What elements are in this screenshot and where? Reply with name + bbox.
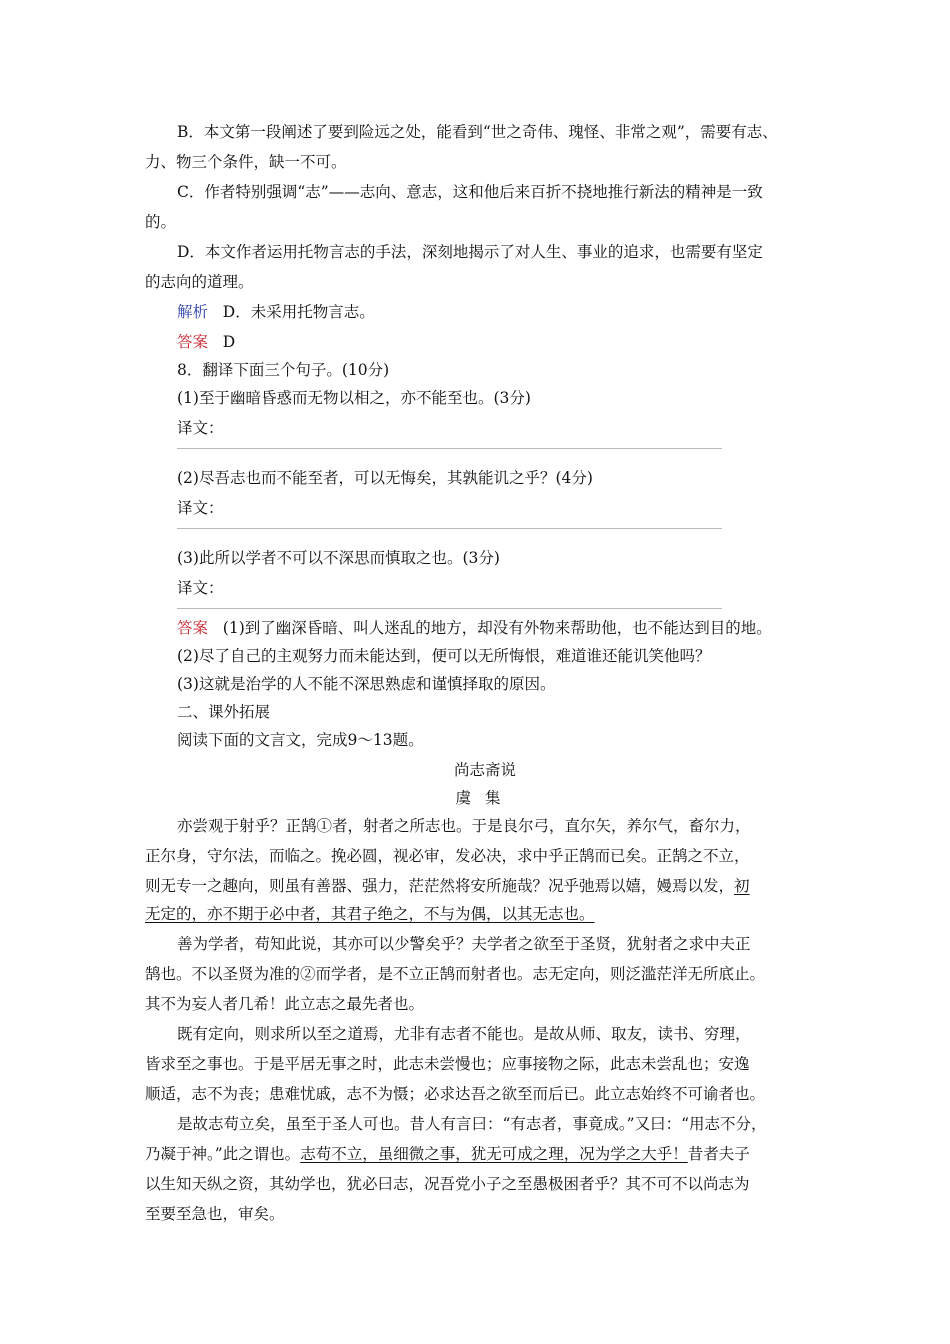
essay-p4-line2-tail: 昔者夫子 xyxy=(687,1145,750,1163)
q8-answer-1 xyxy=(177,614,772,642)
answer-blank-line-2[interactable] xyxy=(177,528,722,529)
essay-p3-line3: 顺适，志不为丧；患难忧戚，志不为慑；必求达吾之欲至而后已。此立志始终不可谕者也。 xyxy=(145,1085,766,1103)
answer-blank-line-3[interactable] xyxy=(177,608,722,609)
q8-answer-text-1: (1)到了幽深昏暗、叫人迷乱的地方，却没有外物来帮助他，也不能达到目的地。 xyxy=(222,619,772,637)
essay-title: 尚志斋说 xyxy=(453,761,516,779)
q8-answer-label: 答案 xyxy=(177,619,209,637)
essay-p1-line1: 亦尝观于射乎？正鹄①者，射者之所志也。于是良尔弓，直尔矢，养尔气，畜尔力， xyxy=(177,817,751,835)
q7-analysis xyxy=(177,298,375,326)
underlined-sentence-2: 志苟不立，虽细微之事，犹无可成之理，况为学之大乎！ xyxy=(300,1145,688,1163)
answer-label: 答案 xyxy=(177,333,209,351)
q8-item2-label: 译文： xyxy=(177,499,224,517)
q7-answer xyxy=(177,328,235,356)
essay-p4-line2-text: 乃凝于神。”此之谓也。 xyxy=(145,1145,301,1163)
q8-item1-sentence: (1)至于幽暗昏惑而无物以相之，亦不能至也。(3分) xyxy=(177,389,531,407)
essay-author: 虞集 xyxy=(455,789,515,807)
essay-p4-line3: 以生知天纵之资，其幼学也，犹必曰志，况吾党小子之至愚极困者乎？其不可不以尚志为 xyxy=(145,1175,750,1193)
analysis-text: D．未采用托物言志。 xyxy=(222,303,375,321)
option-d-line2: 的志向的道理。 xyxy=(145,273,254,291)
q8-title: 8．翻译下面三个句子。(10分) xyxy=(177,361,390,379)
essay-p1-line4 xyxy=(145,900,595,928)
essay-p3-line2: 皆求至之事也。于是平居无事之时，此志未尝慢也；应事接物之际，此志未尝乱也；安逸 xyxy=(145,1055,750,1073)
option-b-line2: 力、物三个条件，缺一不可。 xyxy=(145,153,347,171)
q8-item1-label: 译文： xyxy=(177,419,224,437)
essay-p2-line1: 善为学者，苟知此说，其亦可以少警矣乎？夫学者之欲至于圣贤，犹射者之求中夫正 xyxy=(177,935,751,953)
underlined-sentence-end: 无定的，亦不期于必中者，其君子绝之，不与为偶，以其无志也。 xyxy=(145,905,595,923)
option-c-line1: C．作者特别强调“志”——志向、意志，这和他后来百折不挠地推行新法的精神是一致 xyxy=(177,183,763,201)
option-d-line1: D．本文作者运用托物言志的手法，深刻地揭示了对人生、事业的追求，也需要有坚定 xyxy=(177,243,763,261)
option-c-line2: 的。 xyxy=(145,213,177,231)
essay-p3-line1: 既有定向，则求所以至之道焉，尤非有志者不能也。是故从师、取友，读书、穷理， xyxy=(177,1025,751,1043)
q8-answer-3: (3)这就是治学的人不能不深思熟虑和谨慎择取的原因。 xyxy=(177,675,556,693)
essay-p4-line1: 是故志苟立矣，虽至于圣人可也。昔人有言曰：“有志者，事竟成。”又曰：“用志不分， xyxy=(177,1115,767,1133)
essay-p1-line2: 正尔身，守尔法，而临之。挽必圆，视必审，发必决，求中乎正鹄而已矣。正鹄之不立， xyxy=(145,847,750,865)
q8-item3-label: 译文： xyxy=(177,579,224,597)
underlined-sentence-start: 初 xyxy=(734,877,750,895)
analysis-label: 解析 xyxy=(177,303,209,321)
q8-answer-2: (2)尽了自己的主观努力而未能达到，便可以无所悔恨，难道谁还能讥笑他吗？ xyxy=(177,647,711,665)
essay-p4-line2 xyxy=(145,1140,750,1168)
option-b-line1: B．本文第一段阐述了要到险远之处，能看到“世之奇伟、瑰怪、非常之观”，需要有志、 xyxy=(177,123,778,141)
section2-instruction: 阅读下面的文言文，完成9～13题。 xyxy=(177,731,424,749)
essay-p2-line3: 其不为妄人者几希！此立志之最先者也。 xyxy=(145,995,425,1013)
essay-p4-line4: 至要至急也，审矣。 xyxy=(145,1205,285,1223)
answer-blank-line-1[interactable] xyxy=(177,448,722,449)
q8-item3-sentence: (3)此所以学者不可以不深思而慎取之也。(3分) xyxy=(177,549,500,567)
essay-p1-line3-text: 则无专一之趣向，则虽有善器、强力，茫茫然将安所施哉？况乎弛焉以嬉，嫚焉以发， xyxy=(145,877,735,895)
essay-p1-line3 xyxy=(145,872,750,900)
answer-text: D xyxy=(222,333,236,351)
essay-p2-line2: 鹄也。不以圣贤为准的②而学者，是不立正鹄而射者也。志无定向，则泛滥茫洋无所底止。 xyxy=(145,965,766,983)
section2-heading: 二、课外拓展 xyxy=(177,703,271,721)
q8-item2-sentence: (2)尽吾志也而不能至者，可以无悔矣，其孰能讥之乎？(4分) xyxy=(177,469,593,487)
